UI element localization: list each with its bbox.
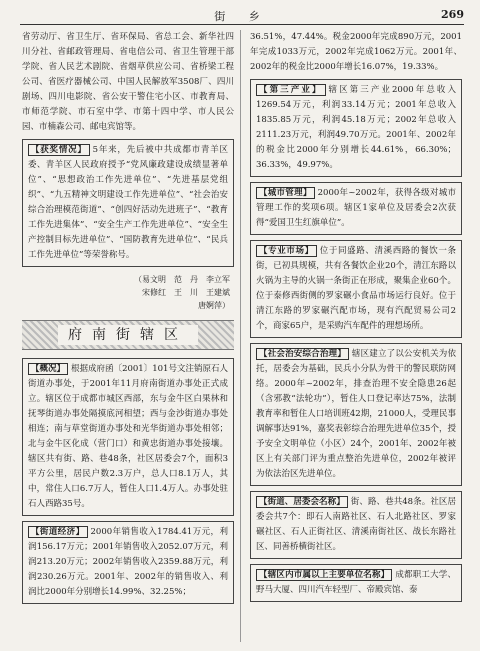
running-header <box>20 6 464 25</box>
street-text: 位于同盛路、清溪西路的餐饮一条街，已初具规模，共有各餐饮企业20个，清江东路以火锅为主导的火锅一条街正在形成，聚集企业60个。位于泰修西街侧的罗家碾小食品市场运行良好。位于清江东路的罗家碾汽配市场，现有汽配贸易公司2个，商家65户，是采购汽车配件的理想场所。 <box>256 246 456 331</box>
neighborhood-text: 街、路、巷共48条。社区居委会共7个：即石人南路社区、石人北路社区、罗家碾社区、石人正街社区、清溪南街社区、战长东路社区、同善桥横街社区。 <box>256 497 456 552</box>
header-title: 街 乡 <box>214 10 270 23</box>
city-mgmt-text: 2000年~2002年，获得各级对城市管理工作的奖项6项。辖区1家单位及居委会2次获得“爱国卫生红旗单位”。 <box>256 188 456 228</box>
economy-box <box>22 521 234 604</box>
tertiary-text: 辖区第三产业2000年总收入1269.54万元，利润33.14万元；2001年总收入1835.85万元，利润45.18万元；2002年总收入2111.23万元，利润49.70万元。2001年、2002年的税金比2000年分别增长44.61%，66.30%；36.33%，49.97%。 <box>256 85 456 170</box>
signature-block <box>22 273 234 312</box>
column-divider <box>240 30 241 642</box>
neighborhood-box <box>250 491 462 559</box>
city-mgmt-tag: 【城市管理】 <box>256 187 315 199</box>
awards-text: 5年来，先后被中共成都市青羊区委、青羊区人民政府授予“党风廉政建设成绩显著单位”、“思想政治工作先进单位”、“先进基层党组织”、“九五精神文明建设工作先进单位”、“社会治安综合治理模范街道”、“创四好活动先进班子”、“教育工作先进集体”、“安全生产工作先进单位”、“安全生产控制目标先进单位”、“国防教育先进单位”、“民兵工作先进单位”等荣誉称号。 <box>28 145 228 260</box>
units-box <box>250 564 462 602</box>
units-text: 成都职工大学、野马大厦、四川汽车轻型厂、帝殿宾馆、泰 <box>256 570 456 595</box>
tertiary-tag: 【第三产业】 <box>256 84 326 96</box>
section-title-banner <box>22 320 234 350</box>
street-tag: 【专业市场】 <box>256 245 317 257</box>
economy-text: 2000年销售收入1784.41万元，利润156.17万元；2001年销售收入2052.07万元，利润213.20万元；2002年销售收入2359.88万元，利润230.26万元。2001年、2002年的销售收入、利润比2000年分别增长14.99%、32.25%； <box>28 527 228 597</box>
right-column <box>250 30 462 607</box>
section-title: 府南街辖区 <box>58 325 198 345</box>
page-number: 269 <box>441 8 464 21</box>
overview-box <box>22 358 234 516</box>
security-box <box>250 343 462 486</box>
units-tag: 【辖区内市属以上主要单位名称】 <box>256 569 392 581</box>
signature-line-2: 宋修红 王 川 王建斌 <box>142 288 230 297</box>
right-intro-text: 36.51%，47.44%。税金2000年完成890万元，2001年完成1033万元，2002年完成1062万元。2001年、2002年的税金比2000年增长16.07%，19.33%。 <box>250 32 462 72</box>
security-text: 辖区建立了以公安机关为依托，居委会为基础，民兵小分队为骨干的警民联防网络。2000年~2002年，排查治理不安全隐患26起（含邪教“法轮功”），暂住人口登记率达75%，法制教育率和暂住人口培训班42期，21000人，受理民事调解事达91%，嘉奖表彰综合治理先进单位35个，授予安全文明单位（小区）24个，2001年、2002年被区上有关部门评为重点整治先进单位，2002年被评为依法治区先进单位。 <box>256 349 456 479</box>
economy-tag: 【街道经济】 <box>28 526 88 538</box>
awards-tag: 【获奖情况】 <box>28 144 90 156</box>
neighborhood-tag: 【街道、居委会名称】 <box>256 496 348 508</box>
awards-box <box>22 139 234 267</box>
signature-line-1: （易文明 范 丹 李立军 <box>134 275 230 284</box>
overview-text: 根据成府函〔2001〕101号文注销原石人街道办事处，于2001年11月府南街道办事处正式成立。辖区位于成都市城区西部，东与金牛区白果林和抚琴街道办事处隔摸底河相望；西与金沙街道办事处相连；南与草堂街道办事处和光华街道办事处相邻；北与金牛区化成（营门口）和黄忠街道办事处接壤。辖区共有街、路、巷48条，社区居委会7个，面积3平方公里，居民户数2.3万户，总人口8.1万人，其中，常住人口6.7万人，暂住人口1.4万人。办事处驻石人西路35号。 <box>28 364 228 509</box>
street-box <box>250 240 462 338</box>
tertiary-box <box>250 79 462 177</box>
overview-tag: 【概况】 <box>28 363 68 375</box>
left-column <box>22 30 234 609</box>
left-intro-text: 省劳动厅、省卫生厅、省环保局、省总工会、新华社四川分社、省邮政管理局、省电信公司、省卫生管理干部学院、省人民艺术剧院、省烟草供应公司、省桥梁工程公司、省医疗器械公司、中国人民解放军3508厂、四川剧场、四川电影院、省公安干警住宅小区、市教育局、市师范学院、市石室中学、市第十四中学、市人民公园、市楠森公司、邮电宾馆等。 <box>22 32 234 132</box>
signature-line-3: 唐婀萍） <box>198 301 230 310</box>
city-mgmt-box <box>250 182 462 235</box>
security-tag: 【社会治安综合治理】 <box>256 348 349 360</box>
